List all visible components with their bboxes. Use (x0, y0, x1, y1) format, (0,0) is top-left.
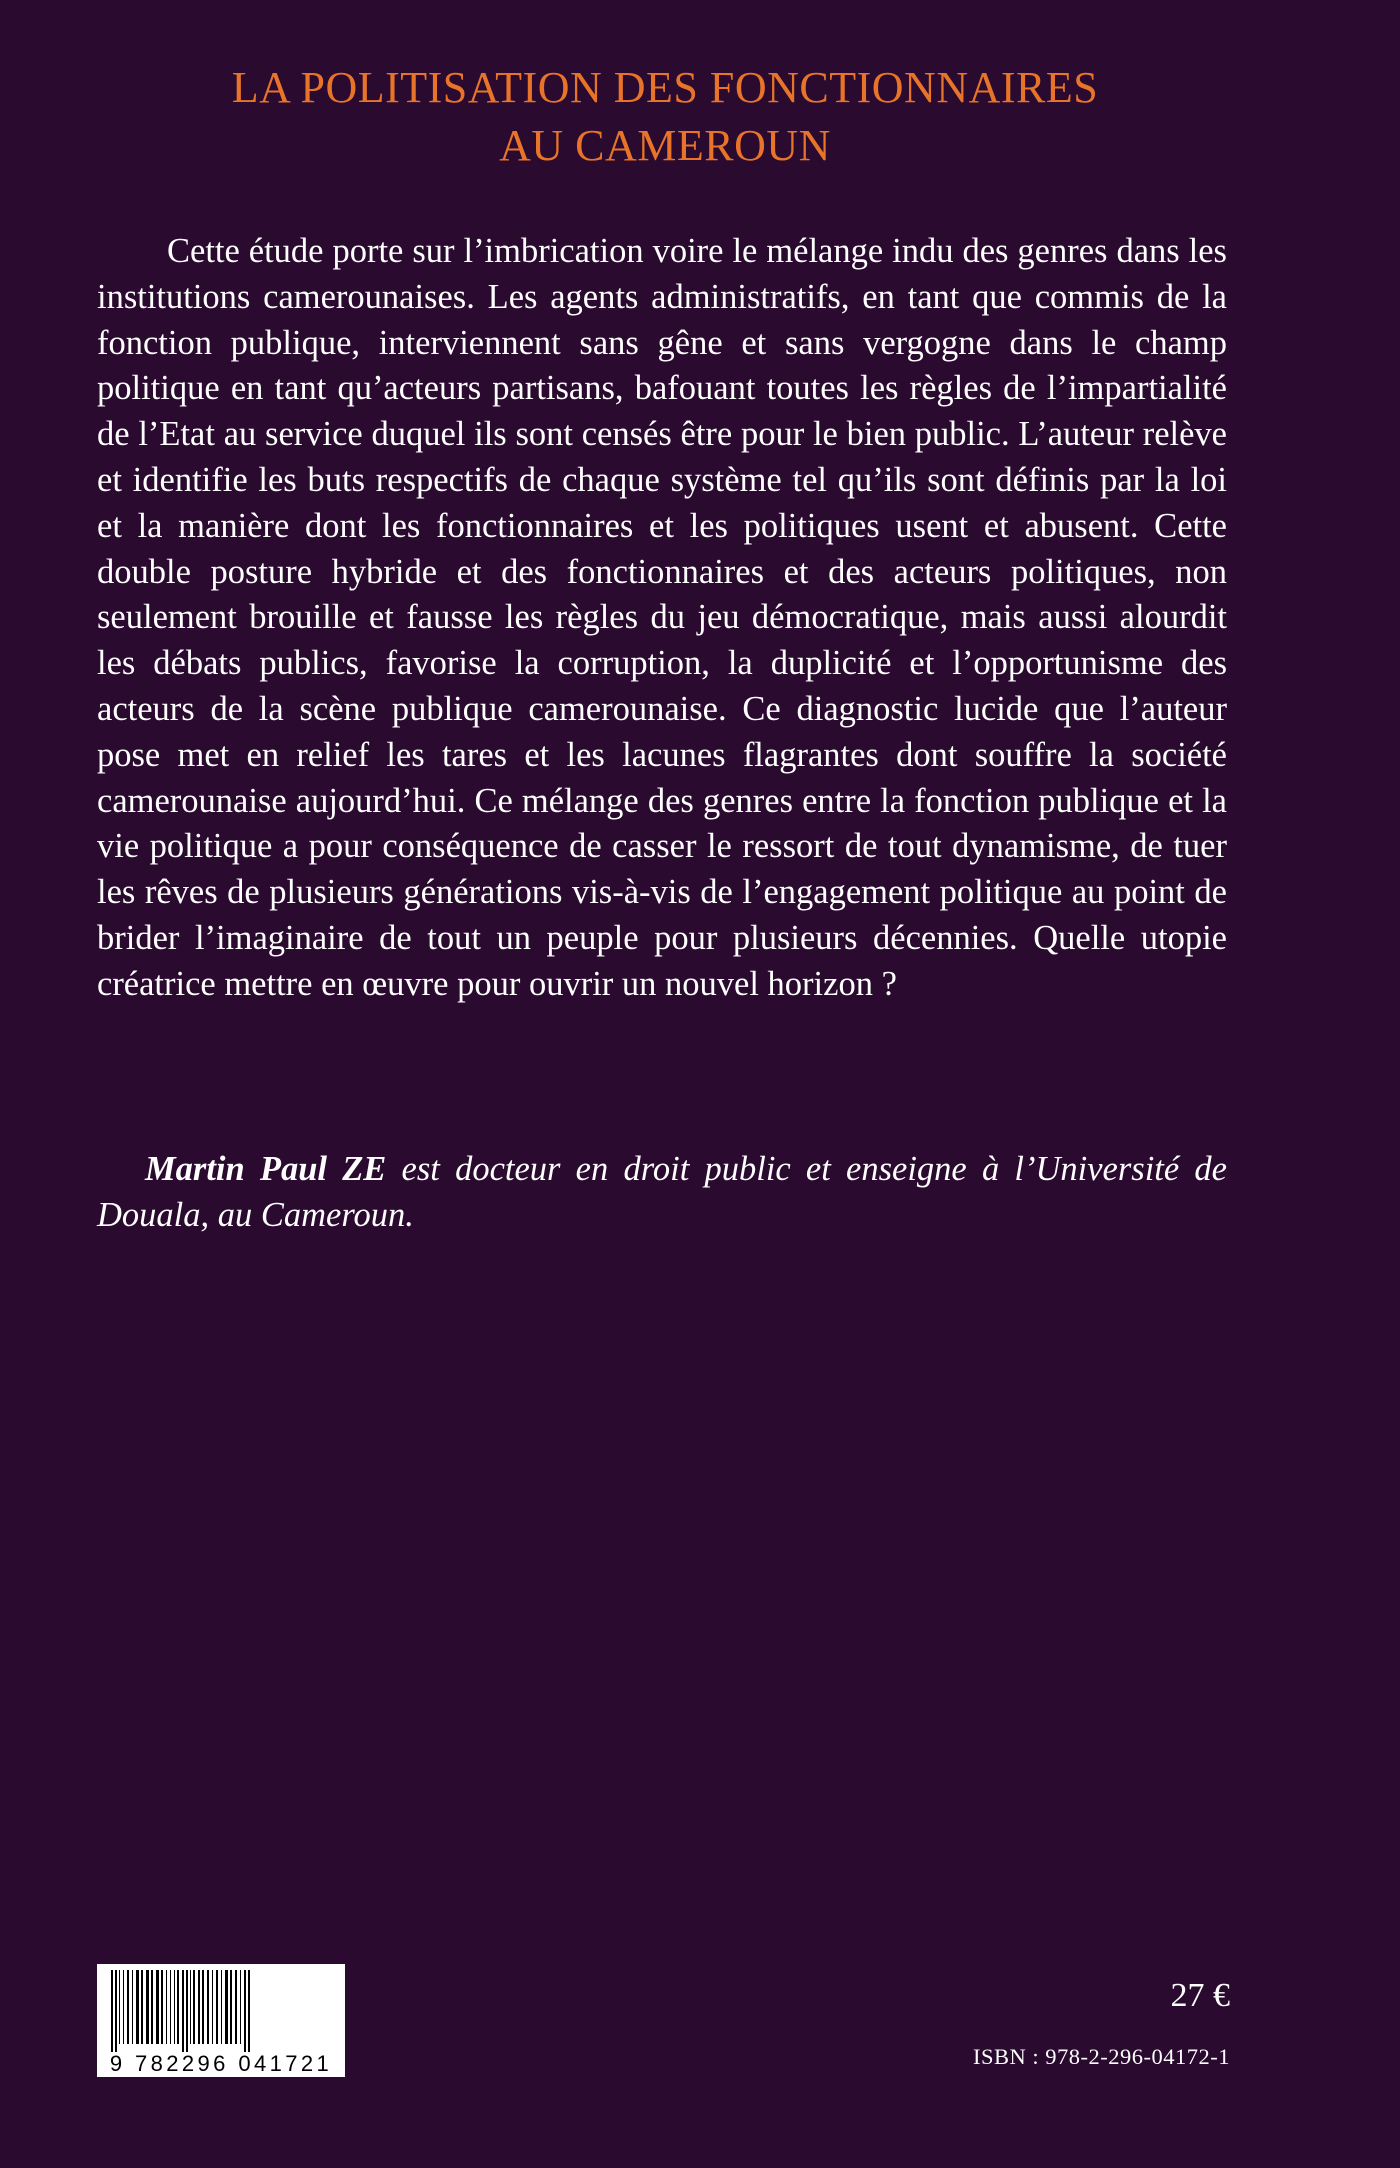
barcode-bar (198, 1970, 200, 2044)
barcode-bar (182, 1970, 184, 2052)
barcode-bar (146, 1970, 149, 2044)
barcode-bar (235, 1970, 237, 2044)
barcode-bar (177, 1970, 179, 2044)
barcode-bar (190, 1970, 191, 2044)
barcode-bar (115, 1970, 117, 2052)
barcode-bar (244, 1970, 246, 2052)
barcode-bar (207, 1970, 209, 2044)
barcode-bar (111, 1970, 113, 2052)
barcode-bar (225, 1970, 228, 2044)
barcode-bar (221, 1970, 222, 2044)
isbn-barcode (97, 1964, 345, 2077)
barcode-bar (132, 1970, 133, 2044)
barcode-bar (193, 1970, 195, 2044)
blurb-paragraph: Cette étude porte sur l’imbrication voire le mélange indu des genres dans les institutions camerounaises. Les agents administratifs, en tant que commis de la fonction publique, interviennent sans gêne et sans vergogne dans le champ politique en tant qu’acteurs partisans, bafouant toutes les règles de l’impartialité de l’Etat au service duquel ils sont censés être pour le bien public. L’auteur relève et identifie les buts respectifs de chaque système tel qu’ils sont définis par la loi et la manière dont les fonctionnaires et les politiques usent et abusent. Cette double posture hybride et des fonctionnaires et des acteurs politiques, non seulement brouille et fausse les règles du jeu démocratique, mais aussi alourdit les débats publics, favorise la corruption, la duplicité et l’opportunisme des acteurs de la scène publique camerounaise. Ce diagnostic lucide que l’auteur pose met en relief les tares et les lacunes flagrantes dont souffre la société camerounaise aujourd’hui. Ce mélange des genres entre la fonction publique et la vie politique a pour conséquence de casser le ressort de tout dynamisme, de tuer les rêves de plusieurs générations vis-à-vis de l’engagement politique au point de brider l’imaginaire de tout un peuple pour plusieurs décennies. Quelle utopie créatrice mettre en œuvre pour ouvrir un nouvel horizon ? (97, 232, 1227, 1003)
barcode-bar (202, 1970, 204, 2044)
barcode-bar (212, 1970, 213, 2044)
barcode-bar (156, 1970, 159, 2044)
barcode-bar (174, 1970, 175, 2044)
barcode-bar (230, 1970, 232, 2044)
author-bio (97, 1147, 1227, 1239)
barcode-bar (240, 1970, 241, 2044)
barcode-bars (97, 1964, 345, 2052)
barcode-bar (186, 1970, 188, 2052)
book-title-line-1: LA POLITISATION DES FONCTIONNAIRES (231, 63, 1099, 112)
barcode-bar (170, 1970, 171, 2044)
barcode-bar (119, 1970, 120, 2044)
barcode-bar (151, 1970, 153, 2044)
book-title-line-2: AU CAMEROUN (499, 121, 831, 170)
barcode-bar (136, 1970, 139, 2044)
author-bio-text: est docteur en droit public et enseigne à l’Université de Douala, au Cameroun. (97, 1150, 1227, 1234)
barcode-bar (248, 1970, 250, 2052)
barcode-bar (166, 1970, 167, 2044)
barcode-bar (141, 1970, 143, 2044)
barcode-bar (161, 1970, 163, 2044)
isbn-label: ISBN : 978-2-296-04172-1 (973, 2044, 1230, 2069)
price-label: 27 € (1170, 1977, 1230, 2014)
author-name: Martin Paul ZE (145, 1150, 387, 1188)
barcode-bar (216, 1970, 218, 2044)
barcode-bar (127, 1970, 129, 2044)
barcode-bar (123, 1970, 124, 2044)
barcode-digits: 9 782296 041721 (99, 2052, 343, 2076)
